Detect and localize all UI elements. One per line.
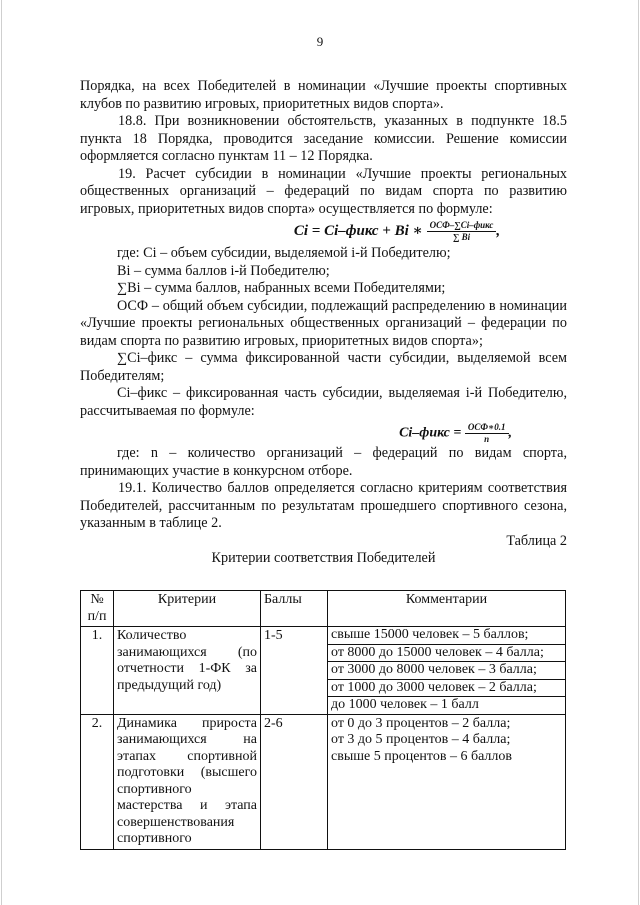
row-1-points: 1-5 [261, 627, 328, 715]
row-1-comment-1: свыше 15000 человек – 5 баллов; [328, 627, 565, 645]
definition-sum-bi: ∑Bi – сумма баллов, набранных всеми Победителями; [117, 280, 446, 296]
header-comments: Комментарии [328, 591, 566, 627]
row-1-num: 1. [81, 627, 114, 715]
paragraph-18-8: 18.8. При возникновении обстоятельств, указанных в подпункте 18.5 пункта 18 Порядка, проводится заседание комиссии. Решение комиссии оформляется согласно пунктам 11 – 12 Порядка. [80, 113, 567, 164]
definition-ci-fix: Ci–фикс – фиксированная часть субсидии, выделяемая i-й Победителю, рассчитываемая по формуле: [80, 385, 567, 419]
paragraph-19-1: 19.1. Количество баллов определяется согласно критериям соответствия Победителей, рассчитанным по результатам прошедшего спортивного сезона, указанным в таблице 2. [80, 480, 567, 531]
paragraph-19: 19. Расчет субсидии в номинации «Лучшие проекты региональных общественных организаций – федераций по видам спорта по развитию игровых, приоритетных видов спорта» осуществляется по формуле: [80, 165, 567, 217]
row-2-criteria: Динамика прироста занимающихся на этапах спортивной подготовки (высшего спортивного мастерства и этапа совершенствования спортивного [114, 714, 261, 849]
row-2-comments [328, 714, 566, 849]
criteria-table [80, 590, 566, 850]
header-criteria: Критерии [114, 591, 261, 627]
table-title: Критерии соответствия Победителей [211, 550, 436, 566]
formula-2-left: Ci–фикс = [399, 425, 462, 441]
table-row [81, 627, 566, 715]
row-2-comment-1: от 0 до 3 процентов – 2 балла; [331, 715, 511, 731]
scan-edge-right [638, 0, 639, 905]
formula-1-end: , [496, 222, 501, 239]
header-points: Баллы [261, 591, 328, 627]
row-2-comment-2: от 3 до 5 процентов – 4 балла; [331, 732, 511, 747]
table-header-row [81, 591, 566, 627]
table-row [81, 714, 566, 849]
table-number: Таблица 2 [506, 532, 567, 549]
body-text [80, 78, 567, 568]
row-2-num: 2. [81, 714, 114, 849]
definition-sum-fix: ∑Ci–фикс – сумма фиксированной части субсидии, выделяемой всем Победителям; [80, 350, 567, 384]
scan-edge-left [1, 0, 2, 905]
formula-1-denominator: ∑ Bi [452, 232, 471, 242]
row-1-comment-2: от 8000 до 15000 человек – 4 балла; [328, 645, 565, 663]
page-number: 9 [316, 34, 324, 49]
paragraph-1: Порядка, на всех Победителей в номинации «Лучшие проекты спортивных клубов по развитию игровых, приоритетных видов спорта». [80, 78, 567, 112]
row-1-comments [328, 627, 566, 715]
definition-ci: где: Ci – объем субсидии, выделяемой i-й Победителю; [117, 245, 451, 261]
formula-1-fraction [427, 220, 497, 243]
formula-1-left: Ci = Ci–фикс + Bi ∗ [293, 222, 423, 239]
formula-2-end: , [508, 425, 512, 441]
formula-2-fraction [465, 422, 509, 445]
formula-2-denominator: n [484, 434, 490, 444]
row-1-comment-3: от 3000 до 8000 человек – 3 балла; [328, 662, 565, 680]
row-1-comment-5: до 1000 человек – 1 балл [331, 697, 479, 712]
row-2-points: 2-6 [261, 714, 328, 849]
formula-1-numerator: ОСФ–∑Ci–фикс [427, 220, 497, 232]
definition-osf: ОСФ – общий объем субсидии, подлежащий распределению в номинации «Лучшие проекты региональных общественных организаций – федерации по видам спорта по развитию игровых, приоритетных видов спорта»; [80, 297, 567, 349]
row-2-comment-3: свыше 5 процентов – 6 баллов [331, 748, 513, 764]
row-1-comment-4: от 1000 до 3000 человек – 2 балла; [328, 680, 565, 698]
header-num: № п/п [81, 591, 114, 627]
row-1-criteria: Количество занимающихся (по отчетности 1-ФК за предыдущий год) [114, 627, 261, 715]
formula-fixed-part [117, 422, 512, 445]
definition-bi: Bi – сумма баллов i-й Победителю; [117, 262, 330, 279]
formula-subsidy [227, 220, 567, 243]
definition-n: где: n – количество организаций – федераций по видам спорта, принимающих участие в конкурсном отборе. [80, 445, 567, 479]
formula-2-numerator: ОСФ∗0.1 [465, 422, 509, 434]
